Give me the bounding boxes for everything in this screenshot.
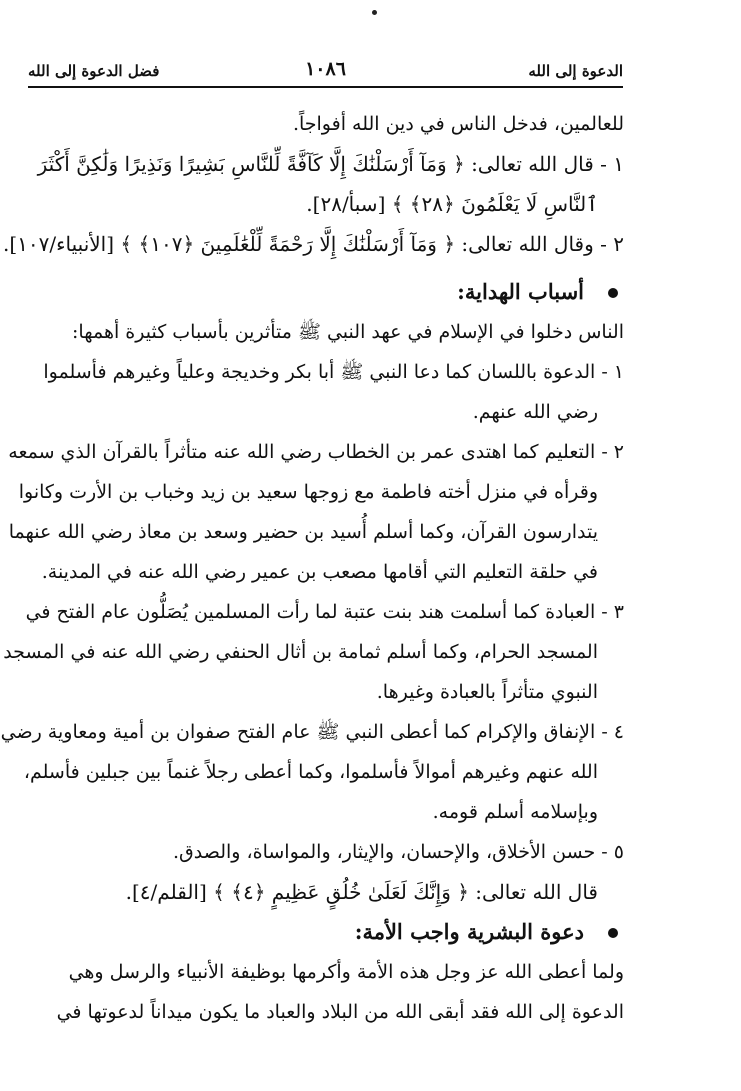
text-line: المسجد الحرام، وكما أسلم ثمامة بن أثال الحنفي رضي الله عنه في المسجد: [3, 641, 598, 663]
quran-line: ١ - قال الله تعالى: ﴿ وَمَآ أَرْسَلْنَٰكَ إِلَّا كَآفَّةً لِّلنَّاسِ بَشِيرًا وَنَذِيرًا وَلَٰكِنَّ أَكْثَرَ: [37, 152, 624, 176]
top-dot: [372, 10, 377, 15]
quran-line: ٢ - وقال الله تعالى: ﴿ وَمَآ أَرْسَلْنَٰكَ إِلَّا رَحْمَةً لِّلْعَٰلَمِينَ ﴿١٠٧﴾ ﴾ [الأنبياء/١٠٧].: [3, 232, 624, 256]
text-line: للعالمين، فدخل الناس في دين الله أفواجاً.: [292, 113, 624, 135]
section-heading-text: أسباب الهداية:: [457, 279, 584, 304]
text-line: ١ - الدعوة باللسان كما دعا النبي ﷺ أبا بكر وخديجة وعلياً وغيرهم فأسلموا: [43, 361, 624, 383]
running-header: [28, 58, 623, 86]
header-rule: [28, 86, 623, 88]
header-right-title: الدعوة إلى الله: [528, 62, 623, 80]
text-line: ولما أعطى الله عز وجل هذه الأمة وأكرمها بوظيفة الأنبياء والرسل وهي: [68, 961, 624, 983]
page-body: [0, 104, 624, 1032]
section-heading-text: دعوة البشرية واجب الأمة:: [354, 919, 584, 944]
header-left-title: فضل الدعوة إلى الله: [28, 62, 160, 80]
text-line: الدعوة إلى الله فقد أبقى الله من البلاد والعباد ما يكون ميداناً لدعوتها في: [56, 1001, 624, 1023]
text-line: الناس دخلوا في الإسلام في عهد النبي ﷺ متأثرين بأسباب كثيرة أهمها:: [72, 321, 624, 343]
text-line: وقرأه في منزل أخته فاطمة مع زوجها سعيد بن زيد وخباب بن الأرت وكانوا: [18, 481, 598, 503]
text-line: ٤ - الإنفاق والإكرام كما أعطى النبي ﷺ عام الفتح صفوان بن أمية ومعاوية رضي: [0, 721, 624, 743]
text-line: وبإسلامه أسلم قومه.: [432, 801, 598, 823]
text-line: ٣ - العبادة كما أسلمت هند بنت عتبة لما رأت المسلمين يُصَلُّون عام الفتح في: [25, 601, 624, 623]
quran-line: قال الله تعالى: ﴿ وَإِنَّكَ لَعَلَىٰ خُلُقٍ عَظِيمٍ ﴿٤﴾ ﴾ [القلم/٤].: [125, 880, 598, 904]
text-line: في حلقة التعليم التي أقامها مصعب بن عمير رضي الله عنه في المدينة.: [41, 561, 598, 583]
bullet-icon: [608, 288, 618, 298]
text-line: الله عنهم وغيرهم أموالاً فأسلموا، وكما أعطى رجلاً غنماً بين جبلين فأسلم،: [23, 761, 598, 783]
text-line: ٥ - حسن الأخلاق، والإحسان، والإيثار، والمواساة، والصدق.: [172, 841, 624, 863]
section-heading: [26, 912, 624, 952]
text-line: النبوي متأثراً بالعبادة وغيرها.: [376, 681, 598, 703]
bullet-icon: [608, 928, 618, 938]
text-line: ٢ - التعليم كما اهتدى عمر بن الخطاب رضي الله عنه متأثراً بالقرآن الذي سمعه: [8, 441, 624, 463]
section-heading: [26, 272, 624, 312]
text-line: يتدارسون القرآن، وكما أسلم أُسيد بن حضير وسعد بن معاذ رضي الله عنهما: [8, 521, 598, 543]
text-line: رضي الله عنهم.: [472, 401, 598, 423]
quran-line: ٱلنَّاسِ لَا يَعْلَمُونَ ﴿٢٨﴾ ﴾ [سبأ/٢٨].: [306, 192, 598, 216]
page-number: ١٠٨٦: [305, 58, 346, 80]
